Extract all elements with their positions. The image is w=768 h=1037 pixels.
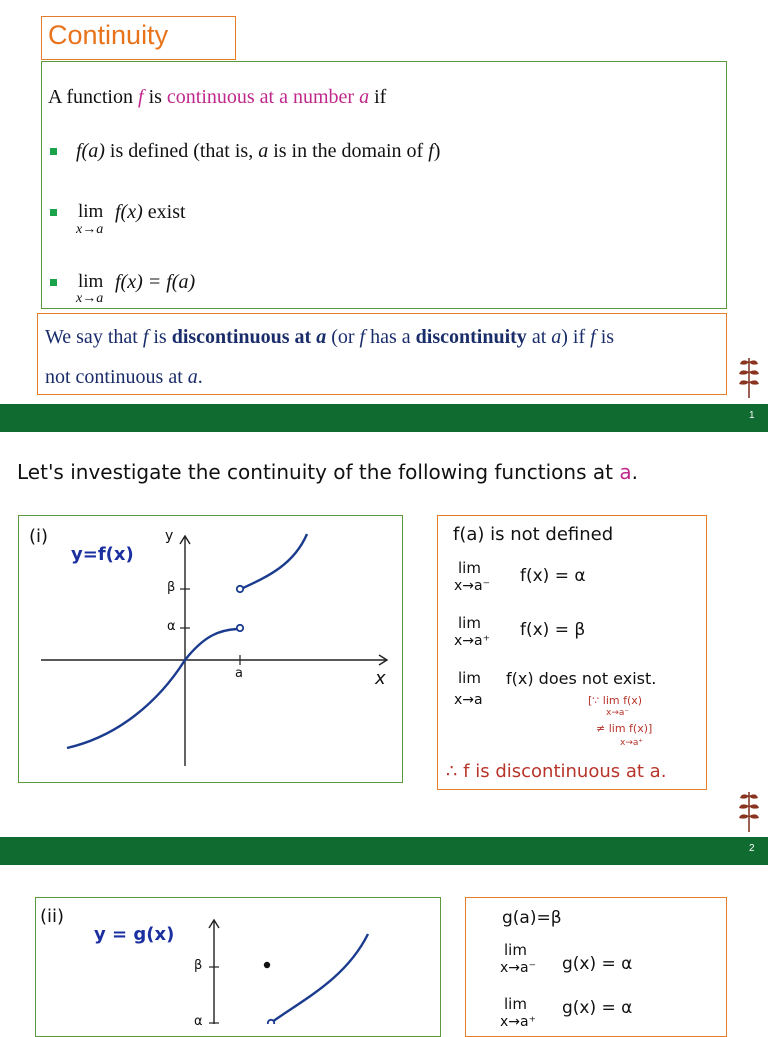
graph-label: (i): [29, 526, 49, 547]
x-axis-label: x: [375, 668, 386, 689]
limit-subscript: x→a: [454, 692, 483, 708]
lower-branch-curve: [67, 629, 237, 748]
graph-g: [36, 898, 440, 1024]
left-limit-expr: g(x) = α: [562, 954, 633, 974]
beta-tick-label: β: [167, 580, 176, 595]
right-limit-expr: g(x) = α: [562, 998, 633, 1018]
limit-subscript: x→a⁻: [500, 960, 536, 976]
graph-panel: [35, 897, 441, 1037]
slide-title: Continuity: [48, 20, 169, 50]
limit-symbol: lim: [78, 201, 104, 222]
condition-limit-equals: f(x) = f(a): [115, 271, 196, 293]
open-circle-alpha: [237, 625, 243, 631]
limit-symbol: lim: [458, 614, 481, 632]
upper-branch-curve: [243, 534, 307, 588]
filled-point: [264, 962, 270, 968]
page-number: 2: [749, 843, 755, 854]
open-circle: [268, 1020, 274, 1024]
a-tick-label: a: [235, 666, 243, 681]
reason-line-1: [∵ lim f(x): [588, 694, 643, 707]
limit-symbol: lim: [78, 271, 104, 292]
notes-panel: [437, 515, 707, 790]
bullet-icon: [50, 279, 57, 286]
notes-panel: [465, 897, 727, 1037]
leaf-sprig-icon: [734, 352, 764, 400]
condition-defined: f(a) is defined (that is, a is in the domain of f): [76, 140, 441, 162]
slide-footer-bar: [0, 404, 768, 432]
definition-intro: A function f is continuous at a number a if: [48, 86, 387, 108]
open-circle-beta: [237, 586, 243, 592]
alpha-tick-label: α: [194, 1014, 203, 1029]
reason-subscript-1: x→a⁻: [606, 708, 630, 718]
limit-symbol: lim: [504, 941, 527, 959]
alpha-tick-label: α: [167, 619, 176, 634]
note-line-1: f(a) is not defined: [453, 524, 614, 545]
reason-subscript-2: x→a⁺: [620, 738, 644, 748]
discontinuity-definition-line2: not continuous at a.: [45, 366, 203, 388]
leaf-sprig-icon: [734, 786, 764, 834]
slide-footer-bar: [0, 837, 768, 865]
condition-limit-exists: f(x) exist: [115, 201, 186, 223]
limit-not-exist-expr: f(x) does not exist.: [506, 669, 657, 688]
page-number: 1: [749, 410, 755, 421]
bullet-icon: [50, 148, 57, 155]
discontinuity-definition: We say that f is discontinuous at a (or f has a discontinuity at a) if f is: [45, 326, 615, 348]
limit-subscript: x→a⁺: [454, 633, 490, 649]
reason-line-2: ≠ lim f(x)]: [596, 722, 653, 735]
note-line-1: g(a)=β: [502, 908, 562, 928]
right-limit-expr: f(x) = β: [520, 620, 586, 640]
slide-heading: Let's investigate the continuity of the following functions at a.: [17, 460, 638, 484]
curve-g: [272, 934, 368, 1022]
limit-symbol: lim: [458, 559, 481, 577]
limit-subscript: x→a: [76, 222, 104, 237]
beta-tick-label: β: [194, 958, 203, 973]
conclusion-line: ∴ f is discontinuous at a.: [446, 761, 667, 782]
graph-panel: [18, 515, 403, 783]
graph-label: (ii): [40, 906, 65, 927]
limit-subscript: x→a⁺: [500, 1014, 536, 1030]
limit-subscript: x→a: [76, 291, 104, 306]
function-label: y = g(x): [94, 924, 175, 945]
limit-symbol: lim: [458, 669, 481, 687]
limit-subscript: x→a⁻: [454, 578, 490, 594]
y-axis-label: y: [165, 528, 174, 544]
function-label: y=f(x): [71, 544, 134, 565]
bullet-icon: [50, 209, 57, 216]
limit-symbol: lim: [504, 995, 527, 1013]
left-limit-expr: f(x) = α: [520, 566, 586, 586]
